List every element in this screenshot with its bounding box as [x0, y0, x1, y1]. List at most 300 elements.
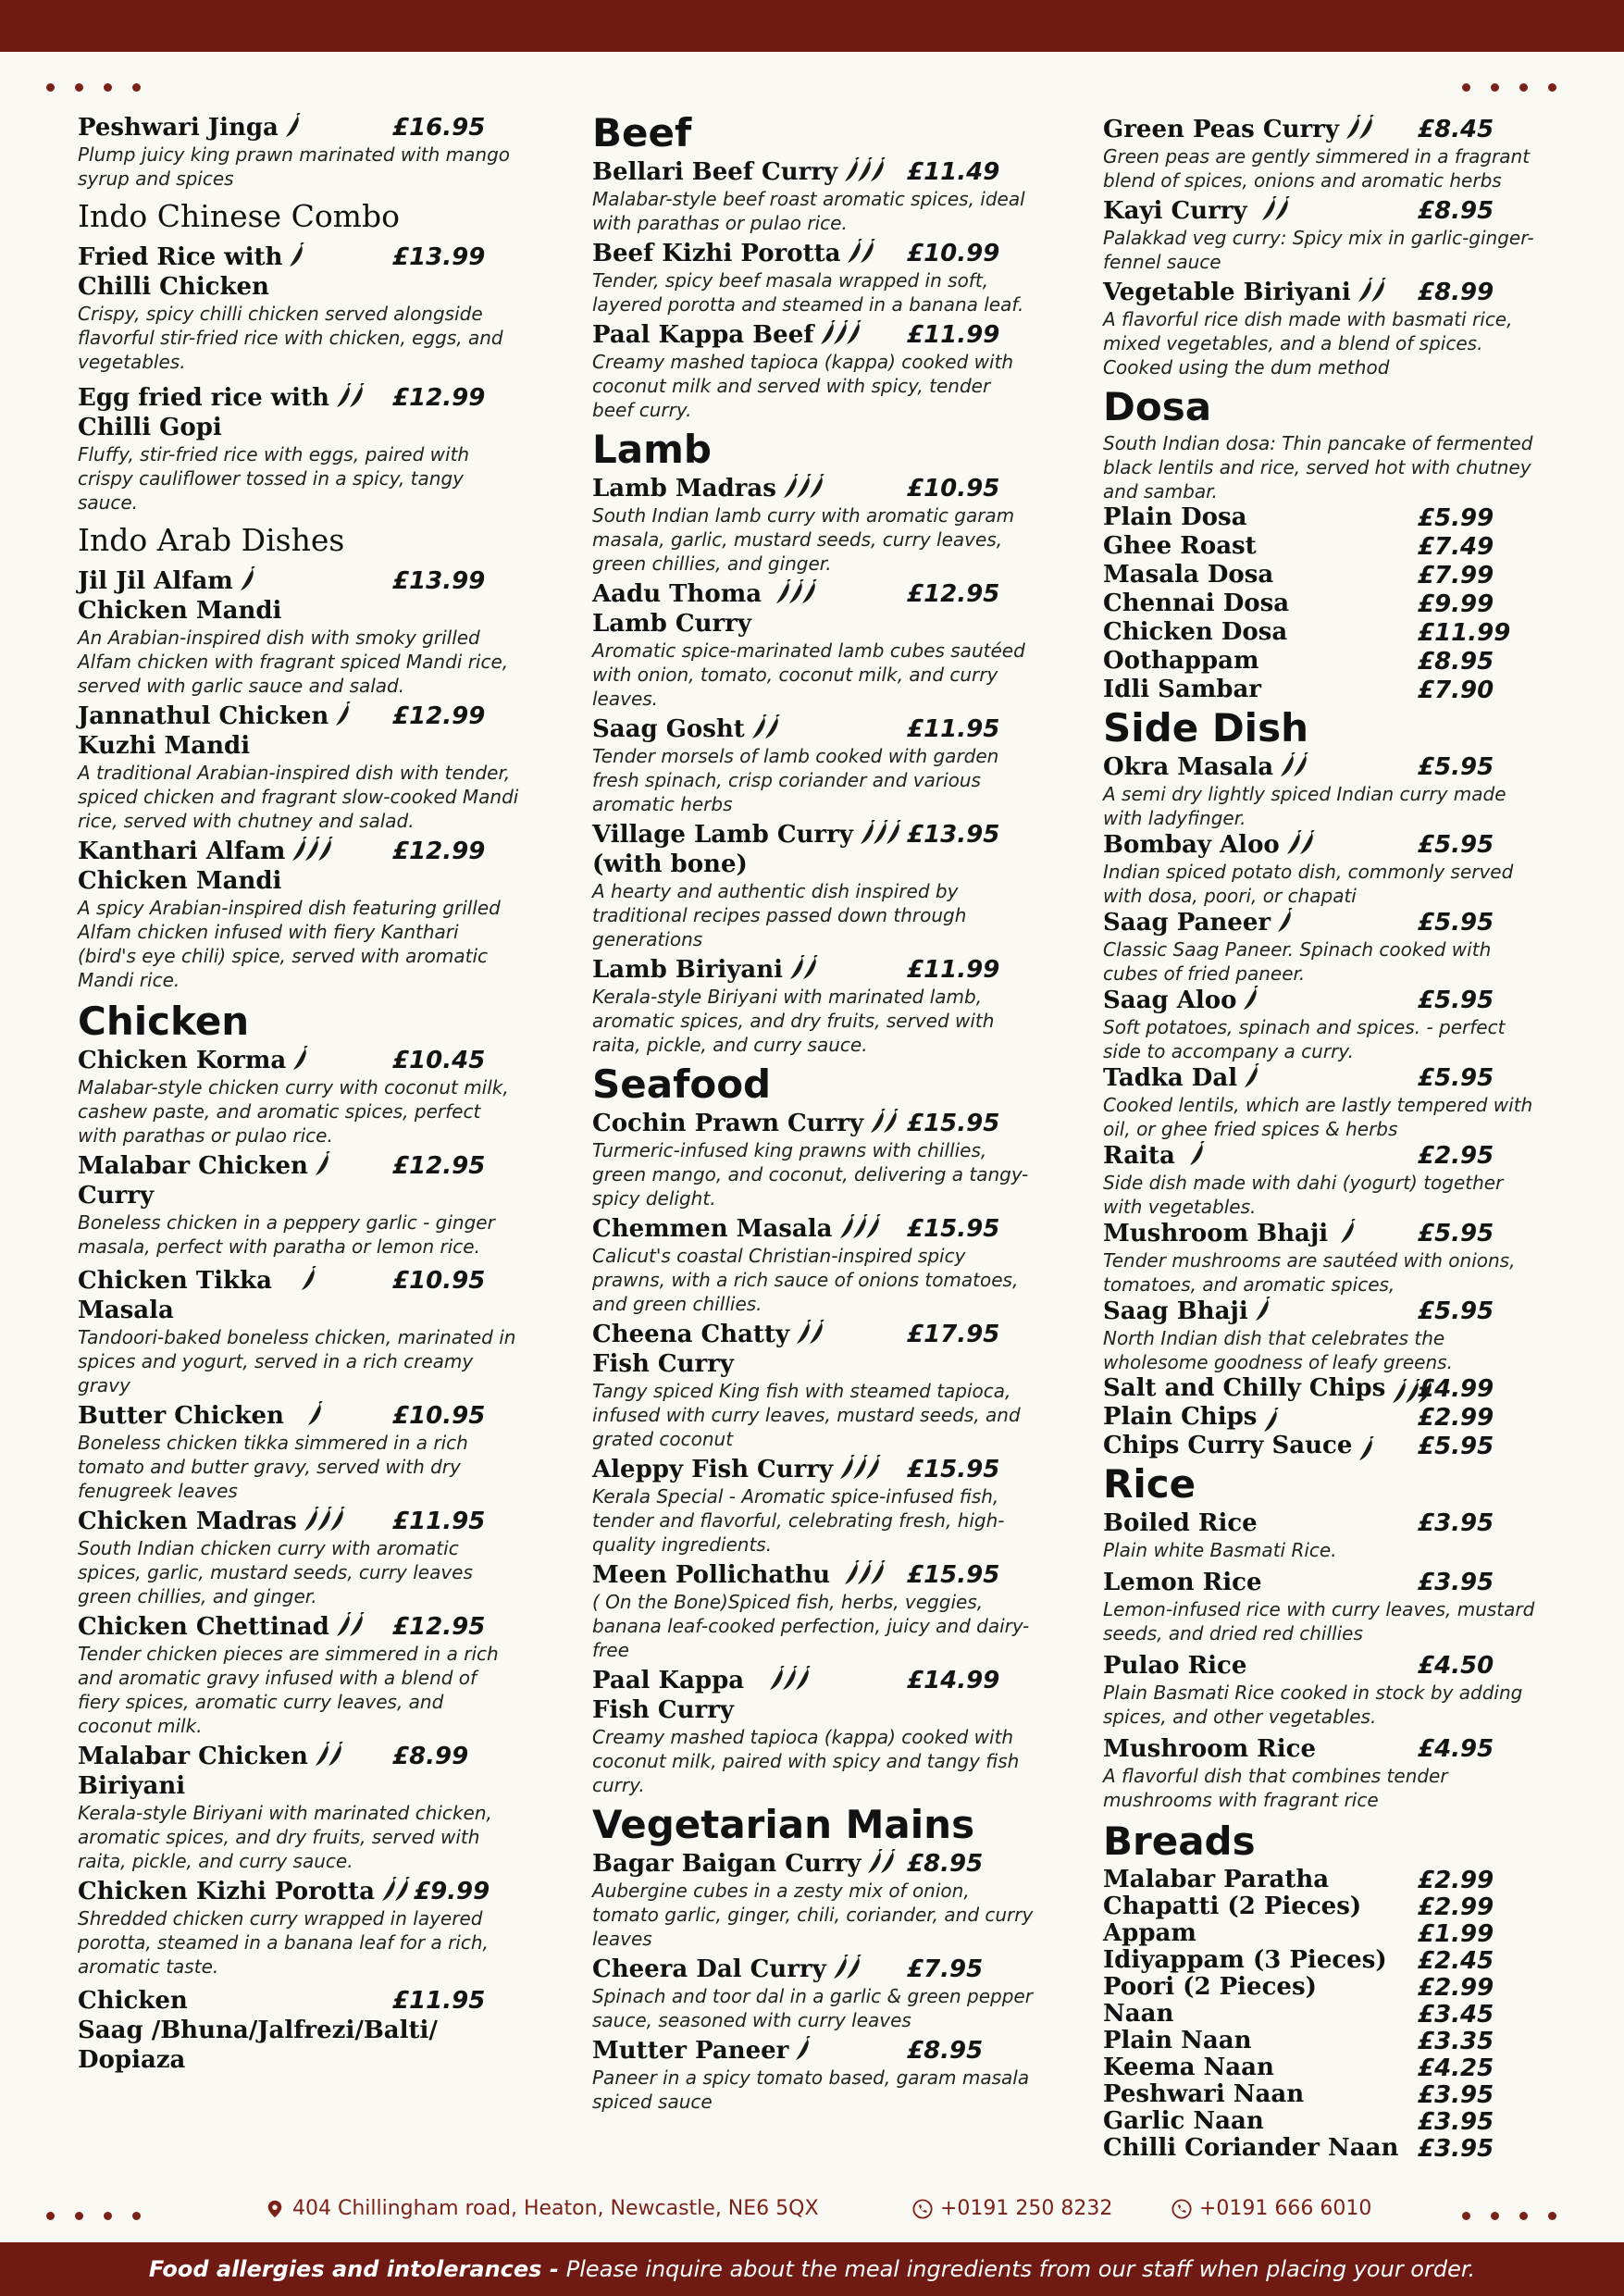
chili-icon — [859, 239, 877, 265]
item-price: £5.95 — [1418, 1064, 1494, 1092]
item-name-line2: Biriyani — [78, 1772, 186, 1800]
item-description: Side dish made with dahi (yogurt) together with vegetables. — [1103, 1172, 1504, 1218]
item-name: Vegetable Biriyani — [1103, 279, 1351, 306]
chili-icon — [794, 2036, 812, 2062]
decorative-dots-bottom-right — [1462, 2212, 1556, 2220]
allergy-text: Please inquire about the meal ingredients from our staff when placing your order. — [565, 2256, 1476, 2282]
item-description: North Indian dish that celebrates the wholesome goodness of leafy greens. — [1103, 1327, 1453, 1373]
item-price: £17.95 — [907, 1321, 1000, 1348]
item-name: Okra Masala — [1103, 753, 1274, 781]
menu-item-bread — [1103, 2080, 1556, 2107]
item-name: Malabar Chicken — [78, 1743, 308, 1770]
item-description: Tender, spicy beef masala wrapped in soft, layered porotta and steamed in a banana leaf. — [592, 269, 1024, 316]
menu-item-mushroom-bhaji — [1103, 1219, 1556, 1297]
menu-item-malabar-chicken-curry — [78, 1151, 522, 1259]
item-name: Keema Naan — [1103, 2054, 1274, 2081]
menu-item-dosa — [1103, 676, 1556, 704]
item-name: Appam — [1103, 1919, 1196, 1947]
item-description: Kerala-style Biriyani with marinated chicken, aromatic spices, and dry fruits, served with raita, pickle, and curry sauce. — [78, 1802, 492, 1872]
location-pin-icon — [265, 2199, 285, 2219]
item-name-line2: Saag /Bhuna/Jalfrezi/Balti/ — [78, 2017, 438, 2044]
chili-icon — [801, 955, 820, 981]
item-name-line2: Chilli Gopi — [78, 414, 222, 441]
item-price: £10.45 — [392, 1047, 486, 1074]
item-price: £11.49 — [907, 158, 1000, 186]
menu-item-dosa — [1103, 561, 1556, 590]
chili-icon — [885, 820, 903, 846]
item-price: £13.99 — [392, 567, 486, 595]
menu-item-peshwari-jinga — [78, 113, 522, 191]
item-name-line2: Kuzhi Mandi — [78, 732, 251, 760]
phone-2[interactable] — [1172, 2197, 1371, 2220]
chili-icon — [348, 383, 366, 409]
item-name: Bellari Beef Curry — [592, 158, 838, 186]
menu-item-bread — [1103, 1946, 1556, 1973]
menu-item-lamb-madras — [592, 474, 1032, 576]
item-name: Aadu Thoma — [592, 580, 762, 608]
address — [265, 2197, 819, 2220]
menu-item-bread — [1103, 1893, 1556, 1919]
item-description: Aubergine cubes in a zesty mix of onion, tomato garlic, ginger, chili, coriander, and curry leaves — [592, 1880, 1034, 1950]
chili-icon — [291, 1046, 310, 1072]
menu-item-chicken-kizhi-porotta — [78, 1877, 522, 1979]
item-name: Malabar Paratha — [1103, 1866, 1330, 1893]
item-description: A traditional Arabian-inspired dish with tender, spiced chicken and fragrant slow-cooked Mandi rice, served with chutney and salad. — [78, 762, 519, 832]
item-name-line2: (with bone) — [592, 850, 748, 878]
item-description: Plump juicy king prawn marinated with mango syrup and spices — [78, 143, 511, 190]
chili-icon — [1188, 1141, 1207, 1167]
chili-icon — [348, 1612, 366, 1638]
item-price: £8.99 — [392, 1743, 469, 1770]
menu-item-saag-paneer — [1103, 908, 1556, 986]
chili-icon — [808, 474, 826, 500]
menu-item-raita — [1103, 1141, 1556, 1219]
chili-icon — [1357, 115, 1376, 141]
item-description: A semi dry lightly spiced Indian curry made with ladyfinger. — [1103, 783, 1506, 829]
menu-item-cheena-chatty — [592, 1320, 1032, 1451]
item-description: ( On the Bone)Spiced fish, herbs, veggies, banana leaf-cooked perfection, juicy and dairy-free — [592, 1591, 1030, 1661]
chili-icon — [393, 1877, 412, 1903]
item-price: £11.99 — [907, 321, 1000, 349]
menu-item-plain-chips — [1103, 1403, 1556, 1432]
item-description: Aromatic spice-marinated lamb cubes sautéed with onion, tomato, coconut milk, and curry leaves. — [592, 639, 1025, 710]
item-description: Creamy mashed tapioca (kappa) cooked with coconut milk, paired with spicy and tangy fish curry. — [592, 1726, 1020, 1796]
item-name: Chicken Dosa — [1103, 618, 1288, 646]
item-price: £11.99 — [1418, 619, 1511, 647]
item-name: Meen Pollichathu — [592, 1561, 831, 1589]
category-seafood: Seafood — [592, 1061, 772, 1107]
item-price: £15.95 — [907, 1561, 1000, 1589]
menu-item-bread — [1103, 2000, 1556, 2027]
item-name: Chicken Madras — [78, 1508, 297, 1535]
item-name: Bombay Aloo — [1103, 831, 1280, 859]
item-name: Plain Chips — [1103, 1403, 1258, 1431]
item-name: Idiyappam (3 Pieces) — [1103, 1946, 1387, 1974]
menu-item-bread — [1103, 1866, 1556, 1893]
menu-item-dosa — [1103, 647, 1556, 676]
item-name-line2: Fish Curry — [592, 1696, 735, 1724]
item-name: Jannathul Chicken — [78, 702, 329, 730]
item-name: Cheena Chatty — [592, 1321, 790, 1348]
item-description: Lemon-infused rice with curry leaves, mustard seeds, and dried red chillies — [1103, 1598, 1535, 1644]
menu-item-dosa — [1103, 618, 1556, 647]
chili-icon — [879, 1849, 898, 1875]
item-description: Tandoori-baked boneless chicken, marinated in spices and yogurt, served in a rich creamy gravy — [78, 1326, 516, 1396]
item-description: Kerala-style Biriyani with marinated lamb, aromatic spices, and dry fruits, served with raita, pickle, and curry sauce. — [592, 986, 995, 1056]
menu-item-butter-chicken — [78, 1401, 522, 1503]
menu-item-bellari-beef — [592, 157, 1032, 235]
item-description: Kerala Special - Aromatic spice-infused fish, tender and flavorful, celebrating fresh, high- quality ingredients. — [592, 1485, 1005, 1556]
chili-icon — [1357, 1436, 1376, 1462]
chili-icon — [300, 1266, 318, 1292]
chili-icon — [239, 566, 257, 592]
item-name: Fried Rice with — [78, 243, 283, 271]
item-description: Plain white Basmati Rice. — [1103, 1539, 1337, 1561]
item-name: Peshwari Naan — [1103, 2080, 1305, 2108]
item-name: Chips Curry Sauce — [1103, 1432, 1353, 1459]
category-lamb: Lamb — [592, 427, 712, 472]
chili-icon — [316, 837, 335, 863]
item-description: Boneless chicken in a peppery garlic - ginger masala, perfect with paratha or lemon rice. — [78, 1211, 495, 1258]
item-description: Soft potatoes, spinach and spices. - perfect side to accompany a curry. — [1103, 1016, 1506, 1062]
phone-icon — [912, 2199, 933, 2219]
item-name: Idli Sambar — [1103, 676, 1262, 703]
category-indo-arab: Indo Arab Dishes — [78, 522, 345, 558]
item-name: Jil Jil Alfam — [78, 567, 233, 595]
item-price: £8.95 — [1418, 197, 1494, 225]
item-price: £3.95 — [1418, 1509, 1494, 1537]
item-description: Shredded chicken curry wrapped in layered porotta, steamed in a banana leaf for a rich, aromatic taste. — [78, 1907, 489, 1978]
menu-item-jil-jil-alfam — [78, 566, 522, 698]
item-description: Malabar-style beef roast aromatic spices, ideal with parathas or pulao rice. — [592, 188, 1025, 234]
item-name: Beef Kizhi Porotta — [592, 240, 841, 267]
chili-icon — [869, 1560, 887, 1586]
item-price: £10.95 — [907, 475, 1000, 503]
item-description: A flavorful dish that combines tender mushrooms with fragrant rice — [1103, 1765, 1448, 1811]
item-price: £16.95 — [392, 114, 486, 142]
chili-icon — [1292, 752, 1310, 778]
item-description: South Indian chicken curry with aromatic spices, garlic, mustard seeds, curry leaves green chillies, and ginger. — [78, 1537, 473, 1607]
chili-icon — [314, 1151, 332, 1177]
menu-item-paal-kappa-fish — [592, 1666, 1032, 1797]
item-name-line2: Chicken Mandi — [78, 867, 282, 895]
item-price: £13.99 — [392, 243, 486, 271]
menu-item-bread — [1103, 1919, 1556, 1946]
menu-item-chicken-tikka-masala — [78, 1266, 522, 1397]
item-name: Village Lamb Curry — [592, 821, 853, 849]
item-name: Chicken Korma — [78, 1047, 287, 1074]
menu-item-bread — [1103, 2027, 1556, 2054]
item-description: Boneless chicken tikka simmered in a rich tomato and butter gravy, served with dry fenugreek leaves — [78, 1432, 468, 1502]
category-rice: Rice — [1103, 1461, 1196, 1507]
item-description: A flavorful rice dish made with basmati rice, mixed vegetables, and a blend of spices. Cooked using the dum method — [1103, 308, 1513, 379]
menu-item-aleppy-fish-curry — [592, 1455, 1032, 1557]
item-description: Turmeric-infused king prawns with chillies, green mango, and coconut, delivering a tangy- spicy delight. — [592, 1139, 1029, 1210]
menu-item-green-peas-curry — [1103, 115, 1556, 192]
item-price: £5.95 — [1418, 1433, 1494, 1460]
item-price: £3.95 — [1418, 2108, 1494, 2136]
item-price: £7.95 — [907, 1955, 984, 1983]
phone-1[interactable] — [912, 2197, 1112, 2220]
item-name: Chicken Tikka — [78, 1267, 272, 1295]
category-vegetarian-mains: Vegetarian Mains — [592, 1802, 975, 1847]
menu-item-chips-curry-sauce — [1103, 1432, 1556, 1460]
menu-item-saag-bhaji — [1103, 1297, 1556, 1374]
menu-item-bread — [1103, 2107, 1556, 2134]
item-name: Lamb Biriyani — [592, 956, 784, 984]
item-price: £2.99 — [1418, 1893, 1494, 1921]
item-price: £11.95 — [907, 715, 1000, 743]
chili-icon — [1262, 1408, 1281, 1433]
item-price: £12.95 — [907, 580, 1000, 608]
item-name-line2: Chilli Chicken — [78, 273, 269, 301]
item-name: Ghee Roast — [1103, 532, 1257, 560]
chili-icon — [1242, 986, 1260, 1011]
item-price: £10.95 — [392, 1402, 486, 1430]
item-name: Saag Paneer — [1103, 909, 1271, 937]
menu-column-2 — [592, 109, 1032, 2117]
category-side-dish: Side Dish — [1103, 705, 1308, 751]
item-price: £3.35 — [1418, 2028, 1494, 2055]
chili-icon — [288, 242, 306, 268]
item-name: Masala Dosa — [1103, 561, 1274, 589]
item-name: Cochin Prawn Curry — [592, 1110, 864, 1137]
item-name-line2: Chicken Mandi — [78, 597, 282, 625]
menu-item-kayi-curry — [1103, 196, 1556, 274]
item-description: An Arabian-inspired dish with smoky grilled Alfam chicken with fragrant spiced Mandi rice, served with garlic sauce and salad. — [78, 627, 509, 697]
item-name: Chicken Kizhi Porotta — [78, 1878, 375, 1905]
item-price: £10.99 — [907, 240, 1000, 267]
item-price: £5.95 — [1418, 909, 1494, 937]
menu-item-egg-fried-rice — [78, 383, 522, 515]
decorative-dots-top-left — [46, 83, 141, 92]
item-name: Naan — [1103, 2000, 1174, 2028]
chili-icon — [845, 1955, 863, 1980]
chili-icon — [1276, 908, 1295, 934]
menu-item-mushroom-rice — [1103, 1734, 1556, 1812]
chili-icon — [1273, 196, 1292, 222]
menu-item-bread — [1103, 2054, 1556, 2080]
item-price: £2.95 — [1418, 1142, 1494, 1170]
menu-item-cheera-dal — [592, 1955, 1032, 2032]
menu-item-bread — [1103, 2134, 1556, 2161]
item-name-line2: Masala — [78, 1297, 174, 1324]
item-name: Saag Gosht — [592, 715, 745, 743]
chili-icon — [1298, 830, 1317, 856]
menu-item-fried-rice-chilli-chicken — [78, 242, 522, 374]
item-name: Chemmen Masala — [592, 1215, 833, 1243]
menu-item-aadu-thoma — [592, 579, 1032, 711]
item-price: £7.49 — [1418, 533, 1494, 561]
item-price: £3.95 — [1418, 2135, 1494, 2163]
item-description: Classic Saag Paneer. Spinach cooked with cubes of fried paneer. — [1103, 938, 1492, 985]
item-price: £11.99 — [907, 956, 1000, 984]
item-description: South Indian lamb curry with aromatic garam masala, garlic, mustard seeds, curry leaves, green chillies, and ginger. — [592, 504, 1015, 575]
item-description: Fluffy, stir-fried rice with eggs, paired with crispy cauliflower tossed in a spicy, tangy sauce. — [78, 443, 470, 514]
item-price: £8.45 — [1418, 116, 1494, 143]
item-name: Tadka Dal — [1103, 1064, 1238, 1092]
item-price: £4.25 — [1418, 2054, 1494, 2082]
item-price: £8.95 — [907, 2037, 984, 2065]
chili-icon — [763, 714, 782, 740]
item-price: £5.95 — [1418, 987, 1494, 1014]
item-price: £4.95 — [1418, 1735, 1494, 1763]
item-name: Oothappam — [1103, 647, 1259, 675]
item-price: £12.95 — [392, 1613, 486, 1641]
item-description: Crispy, spicy chilli chicken served alongside flavorful stir-fried rice with chicken, eggs, and vegetables. — [78, 303, 503, 373]
item-name: Paal Kappa Beef — [592, 321, 814, 349]
item-name: Raita — [1103, 1142, 1175, 1170]
menu-item-malabar-chicken-biriyani — [78, 1742, 522, 1873]
item-name: Saag Aloo — [1103, 987, 1237, 1014]
item-name: Boiled Rice — [1103, 1509, 1258, 1537]
item-name: Kayi Curry — [1103, 197, 1247, 225]
menu-item-chicken-saag-bhuna — [78, 1986, 522, 2075]
item-price: £1.99 — [1418, 1920, 1494, 1948]
chili-icon — [284, 113, 303, 139]
menu-column-3 — [1103, 115, 1556, 2161]
item-description: Cooked lentils, which are lastly tempered with oil, or ghee fried spices & herbs — [1103, 1094, 1533, 1140]
chili-icon — [808, 1320, 826, 1346]
menu-item-chicken-korma — [78, 1046, 522, 1148]
item-price: £15.95 — [907, 1215, 1000, 1243]
item-description: Calicut's coastal Christian-inspired spicy prawns, with a rich sauce of onions tomatoes, and green chillies. — [592, 1245, 1019, 1315]
chili-icon — [864, 1455, 883, 1481]
item-price: £7.99 — [1418, 562, 1494, 590]
item-price: £3.95 — [1418, 2081, 1494, 2109]
item-description: Tangy spiced King fish with steamed tapioca, infused with curry leaves, mustard seeds, and grated coconut — [592, 1380, 1021, 1450]
item-name: Lamb Madras — [592, 475, 776, 503]
item-price: £8.95 — [1418, 648, 1494, 676]
item-price: £3.95 — [1418, 1569, 1494, 1596]
item-price: £5.95 — [1418, 753, 1494, 781]
item-price: £9.99 — [414, 1878, 490, 1905]
menu-item-pulao-rice — [1103, 1651, 1556, 1729]
item-price: £10.95 — [392, 1267, 486, 1295]
item-price: £11.95 — [392, 1987, 486, 2015]
menu-item-beef-kizhi-porotta — [592, 239, 1032, 316]
menu-item-saag-aloo — [1103, 986, 1556, 1063]
menu-item-bombay-aloo — [1103, 830, 1556, 908]
menu-item-dosa — [1103, 590, 1556, 618]
item-price: £2.45 — [1418, 1947, 1494, 1975]
category-beef: Beef — [592, 110, 692, 155]
item-name: Kanthari Alfam — [78, 838, 286, 865]
menu-item-dosa — [1103, 503, 1556, 532]
chili-icon — [869, 157, 887, 183]
item-description: Paneer in a spicy tomato based, garam masala spiced sauce — [592, 2066, 1030, 2113]
chili-icon — [1370, 278, 1388, 304]
menu-item-salt-chilly-chips — [1103, 1374, 1556, 1403]
item-price: £3.45 — [1418, 2001, 1494, 2029]
chili-icon — [864, 1214, 883, 1240]
item-name: Plain Naan — [1103, 2027, 1252, 2054]
item-name: Peshwari Jinga — [78, 114, 279, 142]
item-description: Tender mushrooms are sautéed with onions, tomatoes, and aromatic spices, — [1103, 1249, 1516, 1296]
item-name: Pulao Rice — [1103, 1652, 1247, 1680]
item-price: £12.99 — [392, 702, 486, 730]
item-description: Green peas are gently simmered in a fragrant blend of spices, onions and aromatic herbs — [1103, 145, 1531, 192]
item-description: Indian spiced potato dish, commonly served with dosa, poori, or chapati — [1103, 861, 1514, 907]
chili-icon — [794, 1666, 812, 1692]
category-chicken: Chicken — [78, 999, 250, 1044]
chili-icon — [1339, 1219, 1357, 1245]
item-description: Malabar-style chicken curry with coconut milk, cashew paste, and aromatic spices, perfect with parathas or pulao rice. — [78, 1076, 509, 1147]
item-price: £5.95 — [1418, 831, 1494, 859]
item-price: £12.99 — [392, 384, 486, 412]
item-name: Salt and Chilly Chips — [1103, 1374, 1386, 1402]
menu-item-village-lamb-curry — [592, 820, 1032, 951]
item-price: £7.90 — [1418, 676, 1494, 704]
decorative-dots-top-right — [1462, 83, 1556, 92]
menu-item-kanthari-alfam — [78, 837, 522, 992]
item-name: Chicken Chettinad — [78, 1613, 329, 1641]
menu-item-saag-gosht — [592, 714, 1032, 816]
chili-icon — [329, 1507, 347, 1533]
category-breads: Breads — [1103, 1818, 1256, 1864]
item-description: Plain Basmati Rice cooked in stock by adding spices, and other vegetables. — [1103, 1682, 1523, 1728]
allergy-title: Food allergies and intolerances - — [148, 2256, 559, 2282]
item-description: Palakkad veg curry: Spicy mix in garlic-ginger-fennel sauce — [1103, 227, 1534, 273]
chili-icon — [1254, 1297, 1272, 1322]
item-price: £2.99 — [1418, 1404, 1494, 1432]
menu-item-lemon-rice — [1103, 1568, 1556, 1645]
item-price: £2.99 — [1418, 1867, 1494, 1894]
item-price: £14.99 — [907, 1667, 1000, 1694]
item-description: Tender morsels of lamb cooked with garden fresh spinach, crisp coriander and various aromatic herbs — [592, 745, 999, 815]
chili-icon — [800, 579, 819, 605]
item-name: Plain Dosa — [1103, 503, 1247, 531]
item-name: Saag Bhaji — [1103, 1297, 1248, 1325]
item-price: £13.95 — [907, 821, 1000, 849]
item-price: £4.50 — [1418, 1652, 1494, 1680]
menu-item-mutter-paneer — [592, 2036, 1032, 2114]
menu-item-tadka-dal — [1103, 1063, 1556, 1141]
item-price: £15.95 — [907, 1456, 1000, 1483]
menu-item-okra-masala — [1103, 752, 1556, 830]
item-price: £11.95 — [392, 1508, 486, 1535]
item-name: Mushroom Bhaji — [1103, 1220, 1329, 1247]
menu-item-boiled-rice — [1103, 1508, 1556, 1562]
item-description: A spicy Arabian-inspired dish featuring grilled Alfam chicken infused with fiery Kanthari (bird's eye chili) spice, served with aromatic Mandi rice. — [78, 897, 501, 991]
item-name-line2: Lamb Curry — [592, 610, 751, 638]
chili-icon — [306, 1401, 325, 1427]
allergy-banner — [0, 2242, 1624, 2296]
item-name: Paal Kappa — [592, 1667, 745, 1694]
item-name: Egg fried rice with — [78, 384, 329, 412]
menu-item-paal-kappa-beef — [592, 320, 1032, 422]
item-name: Chicken — [78, 1987, 188, 2015]
item-name: Cheera Dal Curry — [592, 1955, 826, 1983]
menu-item-lamb-biriyani — [592, 955, 1032, 1057]
item-price: £5.95 — [1418, 1297, 1494, 1325]
chili-icon — [882, 1109, 900, 1135]
phone-2-text[interactable]: +0191 666 6010 — [1199, 2197, 1372, 2220]
menu-item-chicken-madras — [78, 1507, 522, 1608]
item-name: Chapatti (2 Pieces) — [1103, 1893, 1362, 1920]
phone-1-text[interactable]: +0191 250 8232 — [940, 2197, 1113, 2220]
chili-icon — [1243, 1063, 1261, 1089]
phone-icon — [1172, 2199, 1192, 2219]
menu-item-chicken-chettinad — [78, 1612, 522, 1738]
item-description: Tender chicken pieces are simmered in a rich and aromatic gravy infused with a blend of fiery spices, aromatic curry leaves, and coconut milk. — [78, 1643, 499, 1737]
category-indo-chinese: Indo Chinese Combo — [78, 198, 400, 234]
menu-item-chemmen-masala — [592, 1214, 1032, 1316]
item-name: Malabar Chicken — [78, 1152, 308, 1180]
chili-icon — [327, 1742, 345, 1768]
menu-item-dosa — [1103, 532, 1556, 561]
item-price: £12.95 — [392, 1152, 486, 1180]
